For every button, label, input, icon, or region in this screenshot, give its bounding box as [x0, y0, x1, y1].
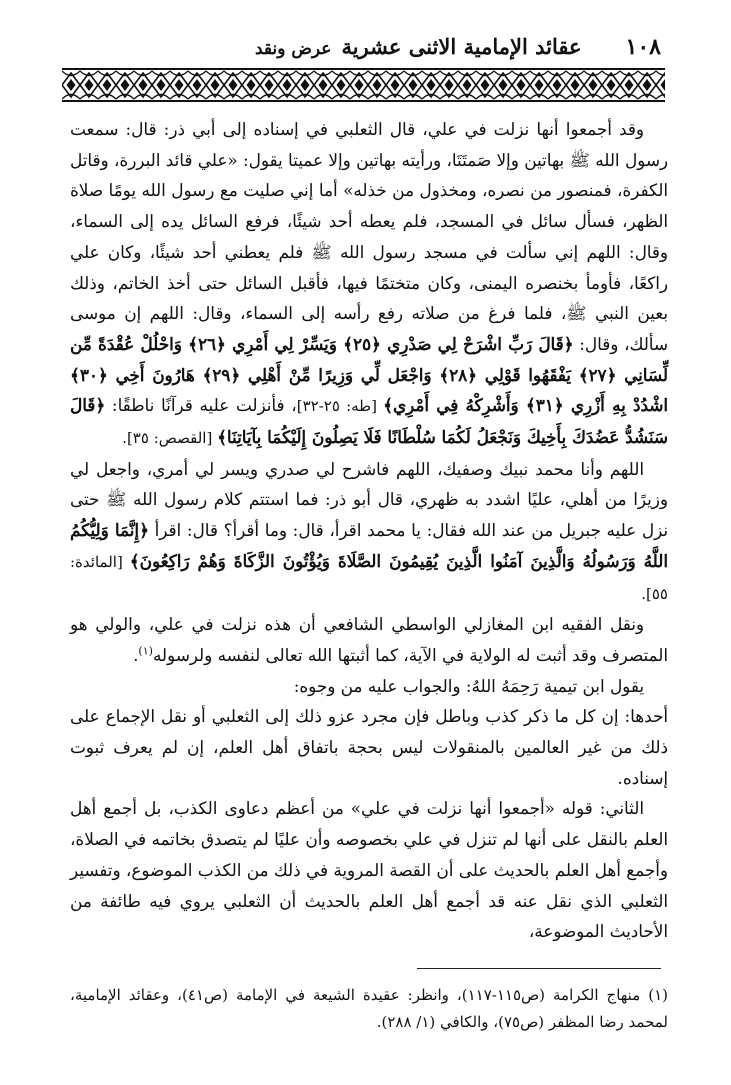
paragraph-text: وقد أجمعوا أنها نزلت في علي، قال الثعلبي في إسناده إلى أبي ذر: قال: سمعت رسول الله ﷺ بهاتين وإلا صَمتَتَا، ورأيته بهاتين وإلا عميتا يقول: «علي قائد البررة، وقاتل الكفرة، فمنصور من نصره، ومخذول من خذله» أما إني صليت مع رسول الله يومًا صلاة الظهر، فسأل سائل في المسجد، فلم يعطه أحد شيئًا، فرفع السائل يده إلى السماء، وقال: اللهم إني سألت في مسجد رسول الله ﷺ فلم يعطني أحد شيئًا، وكان علي راكعًا، فأومأ بخنصره اليمنى، وكان متختمًا فيها، فأقبل السائل حتى أخذ الخاتم، وذلك بعين النبي ﷺ، فلما فرغ من صلاته رفع رأسه إلى السماء، وقال: اللهم إن موسى سألك، وقال:	[70, 119, 668, 354]
paragraph-text: ، فأنزلت عليه قرآنًا ناطقًا:	[105, 395, 297, 416]
paragraph-text: يقول ابن تيمية رَحِمَهُ اللهُ: والجواب عليه من وجوه:	[293, 675, 644, 696]
footnote-marker: (١)	[138, 644, 153, 658]
footnotes	[70, 982, 668, 1036]
paragraph-text: الثاني: قوله «أجمعوا أنها نزلت في علي» من أعظم دعاوى الكذب، بل أجمع أهل العلم بالنقل على أنها لم تنزل في علي بخصوصه وأن عليًا لم يتصدق بخاتمه في الصلاة، وأجمع أهل العلم بالحديث على أن القصة المروية في ذلك من الكذب الموضوع، وتفسير الثعلبي الذي نقل عنه قد أجمع أهل العلم بالحديث أن الثعلبي يروي فيه طائفة من الأحاديث الموضوعة،	[70, 798, 668, 942]
quran-verse: ﴿قَالَ رَبِّ اشْرَحْ لِي صَدْرِي ﴿٢٥﴾ وَيَسِّرْ لِي أَمْرِي ﴿٢٦﴾ وَاحْلُلْ عُقْدَةً مِّن لِّسَانِي ﴿٢٧﴾ يَفْقَهُوا قَوْلِي ﴿٢٨﴾ وَاجْعَل لِّي وَزِيرًا مِّنْ أَهْلِي ﴿٢٩﴾ هَارُونَ أَخِي ﴿٣٠﴾ اشْدُدْ بِهِ أَزْرِي ﴿٣١﴾ وَأَشْرِكْهُ فِي أَمْرِي﴾	[70, 333, 669, 416]
book-title: عقائد الإمامية الاثنى عشرية	[341, 34, 582, 59]
footnote-separator	[417, 968, 661, 969]
paragraph	[70, 609, 668, 670]
running-header	[70, 34, 661, 68]
page-number: ١٠٨	[625, 34, 661, 60]
paragraph	[70, 793, 668, 947]
verse-reference: [طه: ٢٥-٣٢]	[296, 397, 384, 416]
quran-verse: ﴿قَالَ سَنَشُدُّ عَضُدَكَ بِأَخِيكَ وَنَجْعَلُ لَكُمَا سُلْطَانًا فَلَا يَصِلُونَ إِلَيْكُمَا بِآيَاتِنَا﴾	[70, 395, 668, 448]
paragraph	[70, 671, 668, 702]
body-text	[70, 114, 668, 947]
verse-reference: [القصص: ٣٥].	[122, 429, 218, 448]
book-subtitle: عرض ونقد	[254, 39, 332, 59]
paragraph-text: ونقل الفقيه ابن المغازلي الواسطي الشافعي أن هذه نزلت في علي، والولي هو المتصرف وقد أثبت له الولاية في الآية، كما أثبتها الله تعالى لنفسه ولرسوله	[70, 614, 668, 665]
paragraph	[70, 701, 668, 793]
paragraph-text: أحدها: إن كل ما ذكر كذب وباطل فإن مجرد عزو ذلك إلى الثعلبي أو نقل الإجماع على ذلك من غير العالمين بالمنقولات ليس بحجة باتفاق أهل العلم، إن لم يعرف ثبوت إسناده.	[70, 706, 668, 788]
paragraph	[70, 454, 668, 610]
header-ornament-band	[62, 68, 665, 102]
verse-reference: [المائدة: ٥٥].	[70, 552, 668, 603]
paragraph	[70, 114, 668, 454]
quran-verse: ﴿إِنَّمَا وَلِيُّكُمُ اللَّهُ وَرَسُولُهُ وَالَّذِينَ آمَنُوا الَّذِينَ يُقِيمُونَ الصَّلَاةَ وَيُؤْتُونَ الزَّكَاةَ وَهُمْ رَاكِعُونَ﴾	[70, 520, 668, 571]
paragraph-text: .	[133, 644, 139, 665]
paragraph-text: اللهم وأنا محمد نبيك وصفيك، اللهم فاشرح لي صدري ويسر لي أمري، واجعل لي وزيرًا من أهلي، عليًا اشدد به ظهري، قال أبو ذر: فما استتم كلام رسول الله ﷺ حتى نزل عليه جبريل من عند الله فقال: يا محمد اقرأ، قال: وما أقرأ؟ قال: اقرأ	[70, 458, 668, 541]
footnote-text: (١) منهاج الكرامة (ص١١٥-١١٧)، وانظر: عقيدة الشيعة في الإمامة (ص٤١)، وعقائد الإمامية، لمحمد رضا المظفر (ص٧٥)، والكافي (١/ ٢٨٨).	[70, 986, 669, 1031]
